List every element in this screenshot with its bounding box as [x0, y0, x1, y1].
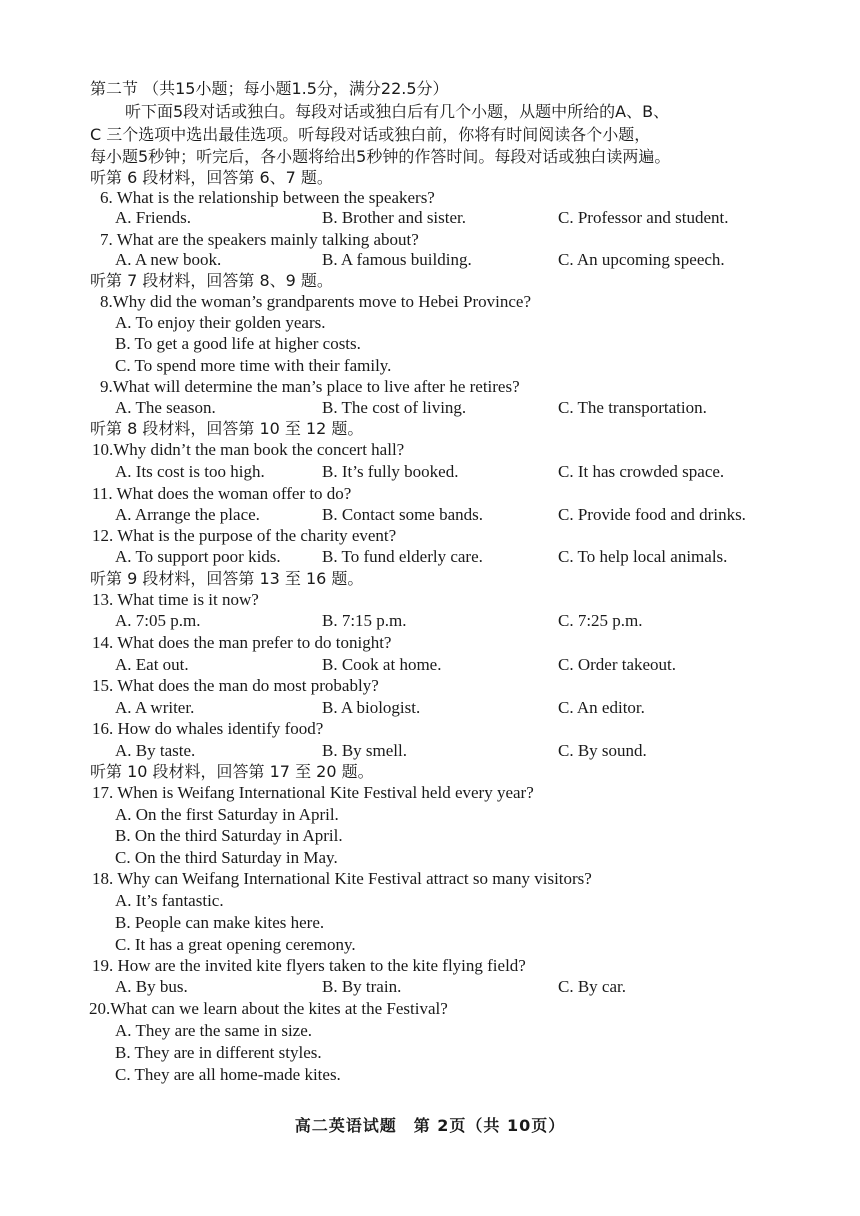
material-heading-8: 听第 8 段材料，回答第 10 至 12 题。 [90, 419, 364, 438]
q19-option-a: A. By bus. [115, 977, 188, 996]
q11-option-b: B. Contact some bands. [322, 505, 484, 524]
question-20: 20.What can we learn about the kites at the Festival? [89, 999, 448, 1018]
q13-option-b: B. 7:15 p.m. [322, 611, 407, 630]
q16-option-a: A. By taste. [115, 741, 196, 760]
q10-option-a: A. Its cost is too high. [115, 462, 265, 481]
q8-option-b: B. To get a good life at higher costs. [115, 334, 361, 353]
q19-option-b: B. By train. [322, 977, 402, 996]
instruction-line-1: 听下面5段对话或独白。每段对话或独白后有几个小题，从题中所给的A、B、 [125, 102, 670, 121]
q6-option-b: B. Brother and sister. [322, 208, 467, 227]
q18-option-b: B. People can make kites here. [115, 913, 325, 932]
question-16: 16. How do whales identify food? [92, 719, 324, 738]
q19-option-c: C. By car. [558, 977, 626, 996]
question-17: 17. When is Weifang International Kite Festival held every year? [92, 783, 534, 802]
q18-option-a: A. It’s fantastic. [115, 891, 224, 910]
material-heading-6: 听第 6 段材料，回答第 6、7 题。 [90, 168, 333, 187]
q8-option-a: A. To enjoy their golden years. [115, 313, 326, 332]
q14-option-a: A. Eat out. [115, 655, 189, 674]
section-title: 第二节 （共15小题；每小题1.5分，满分22.5分） [90, 79, 449, 98]
q12-option-c: C. To help local animals. [558, 547, 728, 566]
question-11: 11. What does the woman offer to do? [92, 484, 352, 503]
q20-option-a: A. They are the same in size. [115, 1021, 313, 1040]
q13-option-a: A. 7:05 p.m. [115, 611, 201, 630]
q13-option-c: C. 7:25 p.m. [558, 611, 643, 630]
question-7: 7. What are the speakers mainly talking about? [100, 230, 419, 249]
q10-option-b: B. It’s fully booked. [322, 462, 459, 481]
q20-option-b: B. They are in different styles. [115, 1043, 322, 1062]
q9-option-a: A. The season. [115, 398, 216, 417]
material-heading-9: 听第 9 段材料，回答第 13 至 16 题。 [90, 569, 364, 588]
q18-option-c: C. It has a great opening ceremony. [115, 935, 356, 954]
q17-option-b: B. On the third Saturday in April. [115, 826, 343, 845]
question-19: 19. How are the invited kite flyers taken to the kite flying field? [92, 956, 526, 975]
material-heading-7: 听第 7 段材料，回答第 8、9 题。 [90, 271, 333, 290]
question-6: 6. What is the relationship between the speakers? [100, 188, 435, 207]
q16-option-b: B. By smell. [322, 741, 408, 760]
q15-option-b: B. A biologist. [322, 698, 421, 717]
q6-option-c: C. Professor and student. [558, 208, 729, 227]
q14-option-b: B. Cook at home. [322, 655, 442, 674]
question-8: 8.Why did the woman’s grandparents move to Hebei Province? [100, 292, 532, 311]
instruction-line-2: C 三个选项中选出最佳选项。听每段对话或独白前，你将有时间阅读各个小题， [90, 125, 651, 144]
q16-option-c: C. By sound. [558, 741, 647, 760]
q12-option-b: B. To fund elderly care. [322, 547, 483, 566]
q17-option-a: A. On the first Saturday in April. [115, 805, 339, 824]
question-13: 13. What time is it now? [92, 590, 259, 609]
q11-option-c: C. Provide food and drinks. [558, 505, 746, 524]
q9-option-c: C. The transportation. [558, 398, 707, 417]
q7-option-c: C. An upcoming speech. [558, 250, 725, 269]
q15-option-a: A. A writer. [115, 698, 195, 717]
q11-option-a: A. Arrange the place. [115, 505, 260, 524]
question-9: 9.What will determine the man’s place to live after he retires? [100, 377, 520, 396]
q6-option-a: A. Friends. [115, 208, 192, 227]
q8-option-c: C. To spend more time with their family. [115, 356, 392, 375]
material-heading-10: 听第 10 段材料，回答第 17 至 20 题。 [90, 762, 374, 781]
instruction-line-3: 每小题5秒钟；听完后，各小题将给出5秒钟的作答时间。每段对话或独白读两遍。 [90, 147, 671, 166]
question-14: 14. What does the man prefer to do tonight? [92, 633, 392, 652]
q12-option-a: A. To support poor kids. [115, 547, 281, 566]
question-12: 12. What is the purpose of the charity event? [92, 526, 397, 545]
question-18: 18. Why can Weifang International Kite Festival attract so many visitors? [92, 869, 592, 888]
q14-option-c: C. Order takeout. [558, 655, 677, 674]
q15-option-c: C. An editor. [558, 698, 645, 717]
question-15: 15. What does the man do most probably? [92, 676, 379, 695]
page-footer: 高二英语试题 第 2页（共 10页） [294, 1116, 566, 1135]
q20-option-c: C. They are all home-made kites. [115, 1065, 341, 1084]
q7-option-a: A. A new book. [115, 250, 222, 269]
q9-option-b: B. The cost of living. [322, 398, 467, 417]
q17-option-c: C. On the third Saturday in May. [115, 848, 338, 867]
q10-option-c: C. It has crowded space. [558, 462, 725, 481]
question-10: 10.Why didn’t the man book the concert hall? [92, 440, 405, 459]
q7-option-b: B. A famous building. [322, 250, 472, 269]
